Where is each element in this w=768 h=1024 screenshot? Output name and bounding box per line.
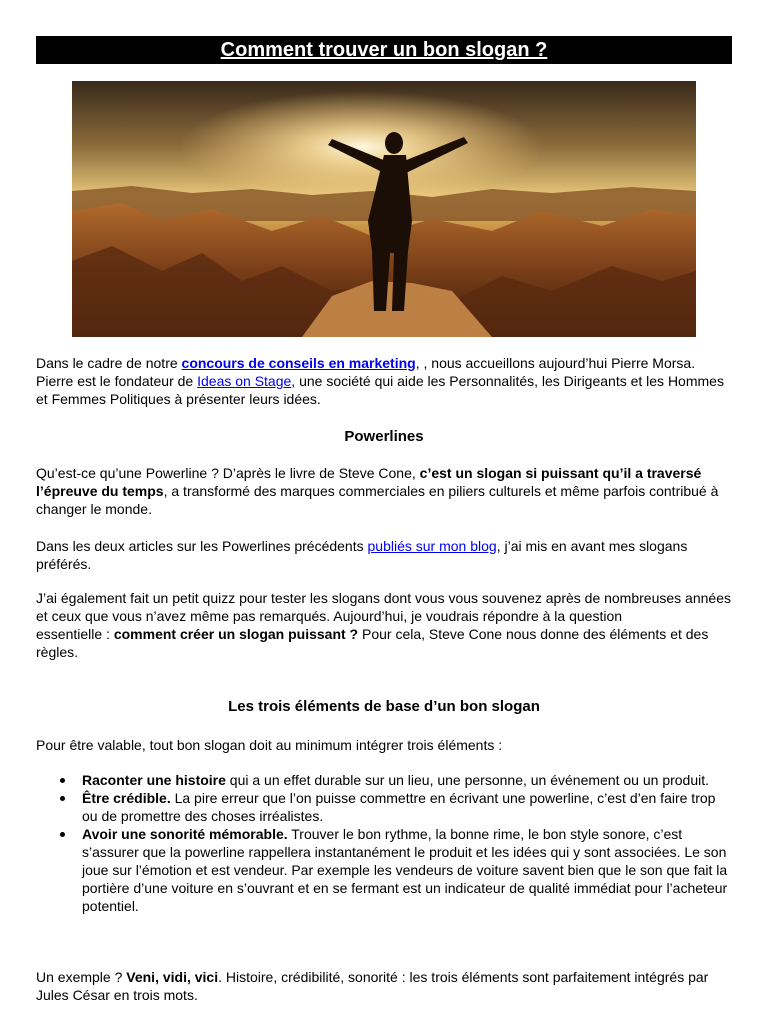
list-item bbox=[82, 771, 732, 789]
hero-image bbox=[72, 81, 696, 337]
p2-text-2: , j’ai mis en avant mes slogans préférés. bbox=[36, 538, 688, 572]
intro-text-2: , , nous accueillons aujourd’hui Pierre Morsa. Pierre est le fondateur de bbox=[36, 355, 696, 389]
item-1-text: qui a un effet durable sur un lieu, une personne, un événement ou un produit. bbox=[225, 772, 710, 788]
ideas-on-stage-link[interactable]: Ideas on Stage bbox=[197, 373, 292, 389]
p3-text-1: J’ai également fait un petit quizz pour tester les slogans dont vous vous souvenez après de nombreuses années et ceux que vous n’avez même pas remarqués. Aujourd’hui, je voudrais répondre à la question bbox=[36, 590, 731, 624]
item-2-bold: Être crédible. bbox=[82, 790, 171, 806]
p3-text-2: essentielle : bbox=[36, 626, 114, 642]
powerlines-heading: Powerlines bbox=[344, 428, 424, 445]
elements-lead: Pour être valable, tout bon slogan doit au minimum intégrer trois éléments : bbox=[36, 737, 503, 753]
item-3-text-2: joue sur l’émotion et est vendeur. Par exemple les vendeurs de voiture savent bien que le son que fait la portière d’une voiture en s’ouvrant et en se fermant est un indicateur de qualité immédiat pour l’acheteur potentiel. bbox=[82, 862, 728, 914]
powerlines-paragraph-2 bbox=[36, 537, 732, 573]
p1-text-2: , a transformé des marques commerciales en piliers culturels et même parfois contribué à changer le monde. bbox=[36, 483, 719, 517]
contest-link[interactable]: concours de conseils en marketing bbox=[181, 355, 416, 371]
item-3-text: Trouver le bon rythme, la bonne rime, le bon style sonore, c’est s’assurer que la powerline rappellera instantanément le produit et les idées qui y sont associées. Le son bbox=[82, 826, 727, 860]
p3-text-3: Pour cela, Steve Cone nous donne des éléments et des règles. bbox=[36, 626, 709, 660]
p3-bold: comment créer un slogan puissant ? bbox=[113, 626, 359, 642]
page-title: Comment trouver un bon slogan ? bbox=[220, 38, 548, 61]
p1-bold: c’est un slogan si puissant qu’il a traversé l’épreuve du temps bbox=[36, 465, 702, 499]
intro-paragraph bbox=[36, 354, 732, 408]
example-text-1: Un exemple ? bbox=[36, 969, 127, 985]
item-3-bold: Avoir une sonorité mémorable. bbox=[82, 826, 288, 842]
elements-heading: Les trois éléments de base d’un bon slogan bbox=[228, 698, 540, 715]
intro-text-1: Dans le cadre de notre bbox=[36, 355, 182, 371]
example-paragraph bbox=[36, 968, 732, 1004]
intro-text-3: , une société qui aide les Personnalités, les Dirigeants et les Hommes et Femmes Politiques à présenter leurs idées. bbox=[36, 373, 724, 407]
powerlines-paragraph-1 bbox=[36, 464, 732, 518]
elements-list bbox=[36, 771, 732, 915]
p2-text-1: Dans les deux articles sur les Powerlines précédents bbox=[36, 538, 368, 554]
man-arms-raised-canyon-sunset-icon bbox=[72, 81, 696, 337]
blog-link[interactable]: publiés sur mon blog bbox=[367, 538, 497, 554]
item-2-text: La pire erreur que l’on puisse commettre en écrivant une powerline, c’est d’en faire trop ou de promettre des choses irréalistes. bbox=[82, 790, 716, 824]
powerlines-paragraph-3 bbox=[36, 589, 732, 661]
example-text-2: . Histoire, crédibilité, sonorité : les trois éléments sont parfaitement intégrés par Jules César en trois mots. bbox=[36, 969, 709, 1003]
list-item bbox=[82, 825, 732, 915]
list-item bbox=[82, 789, 732, 825]
example-bold: Veni, vidi, vici bbox=[126, 969, 219, 985]
title-bar bbox=[36, 36, 732, 64]
p1-text-1: Qu’est-ce qu’une Powerline ? D’après le livre de Steve Cone, bbox=[36, 465, 420, 481]
item-1-bold: Raconter une histoire bbox=[82, 772, 226, 788]
